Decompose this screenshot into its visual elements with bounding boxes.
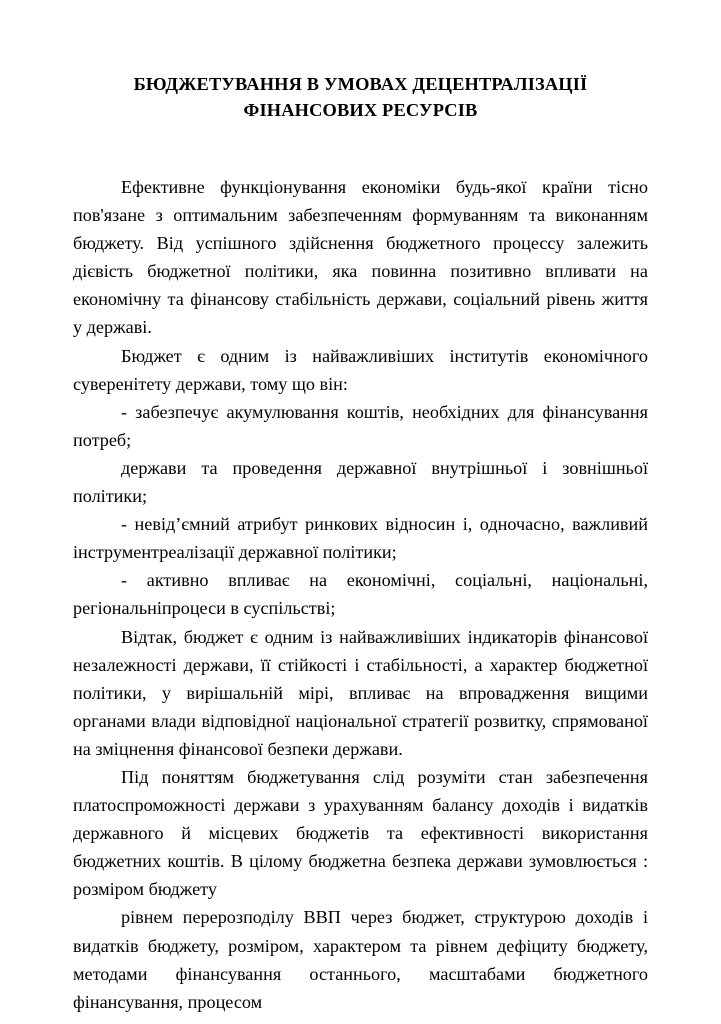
body-paragraph-4: держави та проведення державної внутрішньої і зовнішньої політики;	[73, 457, 648, 507]
page-title	[73, 72, 648, 123]
body-paragraph-3: - забезпечує акумулювання коштів, необхідних для фінансування потреб;	[73, 401, 648, 450]
body-paragraph-8: Під поняттям бюджетування слід розуміти стан забезпечення платоспроможності держави з урахуванням балансу доходів і видатків державного й місцевих бюджетів та ефективності використання бюджетних коштів. В цілому бюджетна безпека держави зумовлюється : розміром бюджету	[73, 766, 648, 900]
body-paragraph-9: рівнем перерозподілу ВВП через бюджет, структурою доходів і видатків бюджету, розміром, характером та рівнем дефіциту бюджету, методами фінансування останнього, масштабами бюджетного фінансування, процесом	[73, 907, 648, 1012]
body-paragraph-7: Відтак, бюджет є одним із найважливіших індикаторів фінансової незалежності держави, її стійкості і стабільності, а характер бюджетної політики, у вирішальній мірі, впливає на впровадження вищими органами влади відповідної національної стратегії розвитку, спрямованої на зміцнення фінансової безпеки держави.	[73, 626, 648, 759]
body-paragraph-2: Бюджет є одним із найважливіших інститутів економічного суверенітету держави, тому що він:	[73, 345, 648, 394]
page-title-line-2: ФІНАНСОВИХ РЕСУРСІВ	[243, 99, 478, 120]
body-paragraph-1: Ефективне функціонування економіки будь-якої країни тісно пов'язане з оптимальним забезпеченням формуванням та виконанням бюджету. Від успішного здійснення бюджетного процессу залежить дієвість бюджетної політики, яка повинна позитивно впливати на економічну та фінансову стабільність держави, соціальний рівень життя у державі.	[73, 177, 648, 338]
page-title-line-1: БЮДЖЕТУВАННЯ В УМОВАХ ДЕЦЕНТРАЛІЗАЦІЇ	[133, 74, 588, 94]
body-paragraph-5: - невід’ємний атрибут ринкових відносин і, одночасно, важливий інструментреалізації державної політики;	[73, 514, 648, 563]
body-paragraph-6: - активно впливає на економічні, соціальні, національні, регіональніпроцеси в суспільстві;	[73, 570, 648, 619]
document-body	[73, 173, 648, 1016]
